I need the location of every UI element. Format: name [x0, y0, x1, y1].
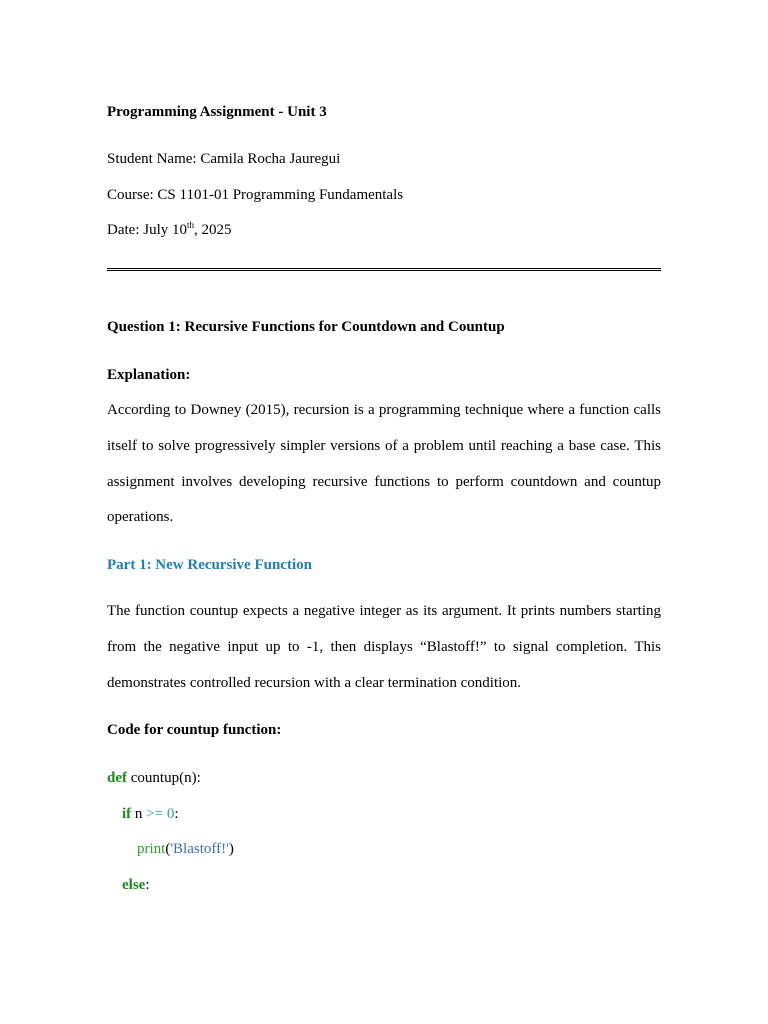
keyword-if: if [122, 806, 132, 822]
keyword-else: else [122, 877, 146, 893]
date-superscript: th [187, 220, 195, 230]
function-signature: countup(n): [127, 770, 201, 786]
keyword-def: def [107, 770, 127, 786]
course-line: Course: CS 1101-01 Programming Fundamentals [107, 187, 404, 203]
date-suffix: , 2025 [194, 222, 232, 238]
explanation-label: Explanation: [107, 367, 191, 383]
part1-paragraph: The function countup expects a negative integer as its argument. It prints numbers starting from the negative input up to -1, then displays “Blastoff!” to signal completion. This demonstrates controlled recursion with a clear termination condition. [107, 603, 661, 691]
date-prefix: Date: July 10 [107, 222, 187, 238]
code-line-4 [122, 875, 150, 895]
student-name: Student Name: Camila Rocha Jauregui [107, 151, 341, 167]
colon: : [145, 877, 150, 893]
code-line-1 [107, 768, 201, 788]
paren-open: ( [165, 841, 171, 857]
code-label: Code for countup function: [107, 722, 282, 738]
paren-close: ) [228, 841, 234, 857]
part1-heading: Part 1: New Recursive Function [107, 557, 312, 573]
date-line [107, 220, 232, 240]
question-heading: Question 1: Recursive Functions for Countdown and Countup [107, 319, 505, 335]
builtin-print: print [137, 841, 166, 857]
string-blastoff: 'Blastoff!' [170, 841, 229, 857]
colon: : [174, 806, 179, 822]
assignment-title: Programming Assignment - Unit 3 [107, 104, 327, 120]
explanation-paragraph: According to Downey (2015), recursion is a programming technique where a function calls itself to solve progressively simpler versions of a problem until reaching a base case. This assignment involves developing recursive functions to perform countdown and countup operations. [107, 402, 661, 526]
number-zero: 0 [163, 806, 175, 822]
code-line-3 [137, 839, 234, 859]
double-divider [107, 268, 661, 271]
variable-n: n [131, 806, 147, 822]
code-line-2 [122, 804, 179, 824]
operator-gte: >= [146, 806, 164, 822]
